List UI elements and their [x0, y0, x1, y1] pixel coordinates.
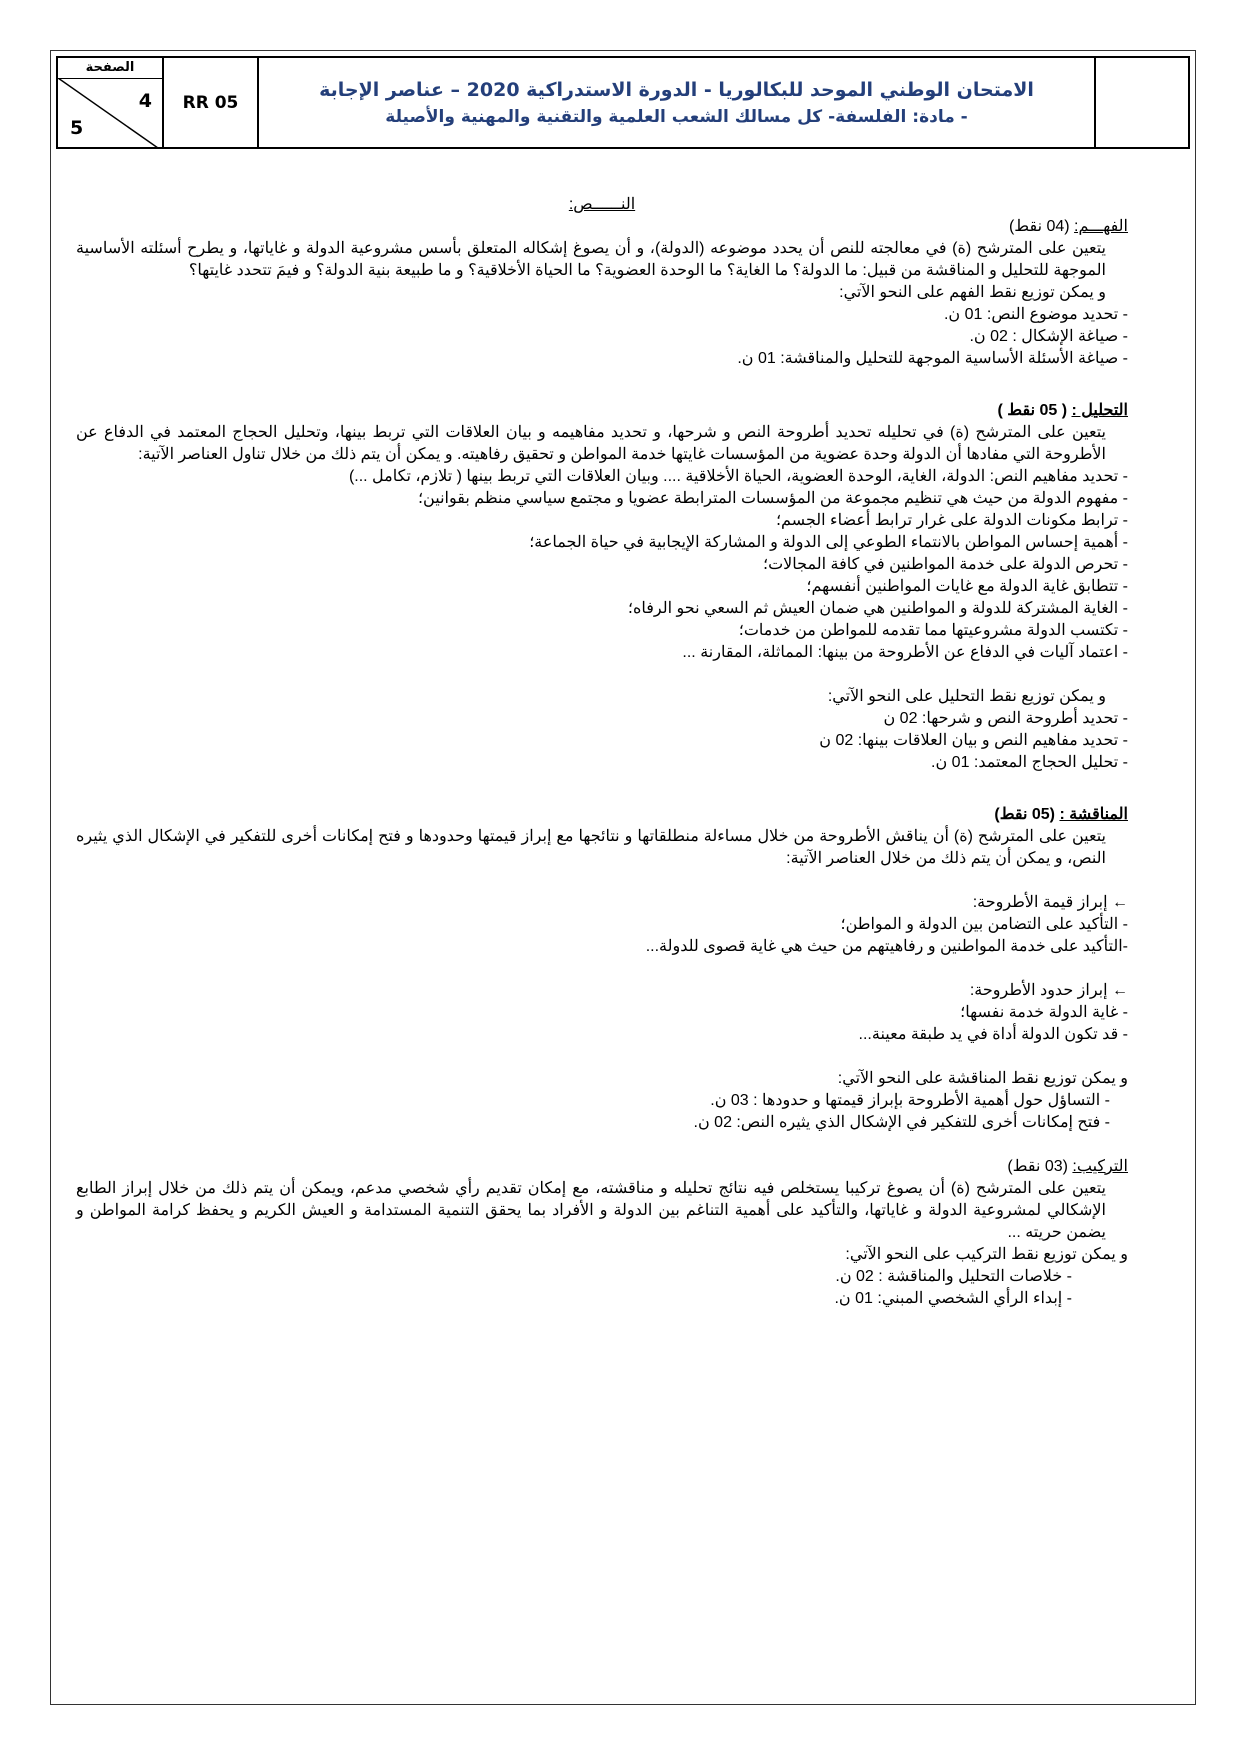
- page-number-box: [58, 58, 162, 147]
- analysis-element: - تحرص الدولة على خدمة المواطنين في كافة المجالات؛: [763, 556, 1128, 573]
- analysis-item: - تحديد أطروحة النص و شرحها: 02 ن: [883, 710, 1128, 727]
- analysis-distribution-intro: و يمكن توزيع نقط التحليل على النحو الآتي:: [827, 688, 1106, 705]
- synthesis-heading: التركيب:: [1072, 1158, 1128, 1175]
- page-label: الصفحة: [85, 60, 135, 75]
- synthesis-section: [76, 1156, 1128, 1310]
- exam-header: [56, 56, 1190, 149]
- page-current: 4: [138, 90, 152, 112]
- analysis-element: - تتطابق غاية الدولة مع غايات المواطنين أنفسهم؛: [806, 578, 1128, 595]
- analysis-element: - الغاية المشتركة للدولة و المواطنين هي ضمان العيش ثم السعي نحو الرفاه؛: [627, 600, 1128, 617]
- exam-subject: - مادة: الفلسفة- كل مسالك الشعب العلمية والتقنية والمهنية والأصيلة: [385, 106, 968, 127]
- discussion-value-heading: ← إبراز قيمة الأطروحة:: [972, 894, 1128, 911]
- discussion-body: يتعين على المترشح (ة) أن يناقش الأطروحة من خلال مساءلة منطلقاتها و نتائجها مع إبراز قيمتها وحدودها و فتح إمكانات أخرى للتفكير في الإشكال الذي يثيره النص، و يمكن أن يتم ذلك من خلال العناصر الآتية:: [76, 828, 1106, 867]
- answer-key-content: [76, 194, 1128, 1310]
- understanding-heading: الفهـــم:: [1074, 218, 1128, 235]
- analysis-heading: التحليل :: [1071, 402, 1128, 419]
- analysis-element: - تحديد مفاهيم النص: الدولة، الغاية، الوحدة العضوية، الحياة الأخلاقية .... وبيان العلاقات التي تربط بينها ( تلازم، تكامل ...): [348, 468, 1128, 485]
- understanding-section: [76, 216, 1128, 370]
- discussion-limits-heading: ← إبراز حدود الأطروحة:: [969, 982, 1128, 999]
- analysis-element: - مفهوم الدولة من حيث هي تنظيم مجموعة من المؤسسات المترابطة عضويا و مجتمع سياسي منظم بقوانين؛: [417, 490, 1128, 507]
- understanding-distribution-intro: و يمكن توزيع نقط الفهم على النحو الآتي:: [839, 284, 1106, 301]
- analysis-element: - اعتماد آليات في الدفاع عن الأطروحة من بينها: المماثلة، المقارنة ...: [682, 644, 1128, 661]
- exam-title-box: [257, 58, 1094, 147]
- analysis-element: - تكتسب الدولة مشروعيتها مما تقدمه للمواطن من خدمات؛: [738, 622, 1128, 639]
- discussion-item: - فتح إمكانات أخرى للتفكير في الإشكال الذي يثيره النص: 02 ن.: [693, 1114, 1110, 1131]
- discussion-item: - التساؤل حول أهمية الأطروحة بإبراز قيمتها و حدودها : 03 ن.: [710, 1092, 1110, 1109]
- synthesis-points: (03 نقط): [1007, 1158, 1073, 1175]
- analysis-item: - تحليل الحجاج المعتمد: 01 ن.: [931, 754, 1128, 771]
- discussion-value-item: - التأكيد على التضامن بين الدولة و المواطن؛: [840, 916, 1128, 933]
- discussion-heading: المناقشة :: [1059, 806, 1128, 823]
- discussion-section: [76, 804, 1128, 1134]
- discussion-limits-item: - قد تكون الدولة أداة في يد طبقة معينة...: [858, 1026, 1128, 1043]
- synthesis-item: - إبداء الرأي الشخصي المبني: 01 ن.: [834, 1290, 1072, 1307]
- understanding-points: (04 نقط): [1008, 218, 1075, 235]
- header-blank-cell: [1094, 58, 1188, 147]
- understanding-item: - تحديد موضوع النص: 01 ن.: [943, 306, 1128, 323]
- text-title: النــــــص:: [568, 196, 636, 213]
- discussion-value-item: -التأكيد على خدمة المواطنين و رفاهيتهم من حيث هي غاية قصوى للدولة...: [645, 938, 1128, 955]
- analysis-element: - ترابط مكونات الدولة على غرار ترابط أعضاء الجسم؛: [775, 512, 1128, 529]
- understanding-item: - صياغة الأسئلة الأساسية الموجهة للتحليل والمناقشة: 01 ن.: [737, 350, 1128, 367]
- analysis-item: - تحديد مفاهيم النص و بيان العلاقات بينها: 02 ن: [819, 732, 1128, 749]
- discussion-limits-item: - غاية الدولة خدمة نفسها؛: [960, 1004, 1128, 1021]
- exam-code: RR 05: [162, 58, 257, 147]
- page-total: 5: [70, 117, 84, 139]
- analysis-points: ( 05 نقط ): [997, 402, 1072, 419]
- analysis-element: - أهمية إحساس المواطن بالانتماء الطوعي إلى الدولة و المشاركة الإيجابية في حياة الجماعة؛: [529, 534, 1128, 551]
- synthesis-body: يتعين على المترشح (ة) أن يصوغ تركيبا يستخلص فيه نتائج تحليله و مناقشته، مع إمكان تقديم رأي شخصي مدعم، ويمكن أن يتم ذلك من خلال إبراز الطابع الإشكالي لمشروعية الدولة و غاياتها، والتأكيد على أهمية التناغم بين الدولة و الأفراد بما يحقق التنمية المستدامة و العيش الكريم و يحفظ كرامة المواطن و يضمن حريته ...: [76, 1180, 1106, 1241]
- understanding-item: - صياغة الإشكال : 02 ن.: [969, 328, 1128, 345]
- understanding-body: يتعين على المترشح (ة) في معالجته للنص أن يحدد موضوعه (الدولة)، و أن يصوغ إشكاله المتعلق بأسس مشروعية الدولة و غاياتها، و يطرح أسئلته الأساسية الموجهة للتحليل و المناقشة من قبيل: ما الدولة؟ ما الغاية؟ ما الوحدة العضوية؟ ما الحياة الأخلاقية؟ و ما طبيعة بنية الدولة؟ و فيمَ تتحدد غايتها؟: [76, 240, 1106, 279]
- synthesis-item: - خلاصات التحليل والمناقشة : 02 ن.: [835, 1268, 1072, 1285]
- analysis-body: يتعين على المترشح (ة) في تحليله تحديد أطروحة النص و شرحها، و تحديد مفاهيمه و بيان العلاقات التي تربط بينها، وتحليل الحجاج المعتمد في الدفاع عن الأطروحة التي مفادها أن الدولة وحدة عضوية من المؤسسات غايتها خدمة المواطن و تحقيق رفاهيته. و يمكن أن يتم ذلك من خلال تناول العناصر الآتية:: [76, 424, 1106, 463]
- discussion-distribution-intro: و يمكن توزيع نقط المناقشة على النحو الآتي:: [837, 1070, 1128, 1087]
- discussion-points: (05 نقط): [994, 806, 1060, 823]
- synthesis-distribution-intro: و يمكن توزيع نقط التركيب على النحو الآتي:: [845, 1246, 1128, 1263]
- analysis-section: [76, 400, 1128, 774]
- exam-title: الامتحان الوطني الموحد للبكالوريا - الدورة الاستدراكية 2020 – عناصر الإجابة: [319, 78, 1034, 101]
